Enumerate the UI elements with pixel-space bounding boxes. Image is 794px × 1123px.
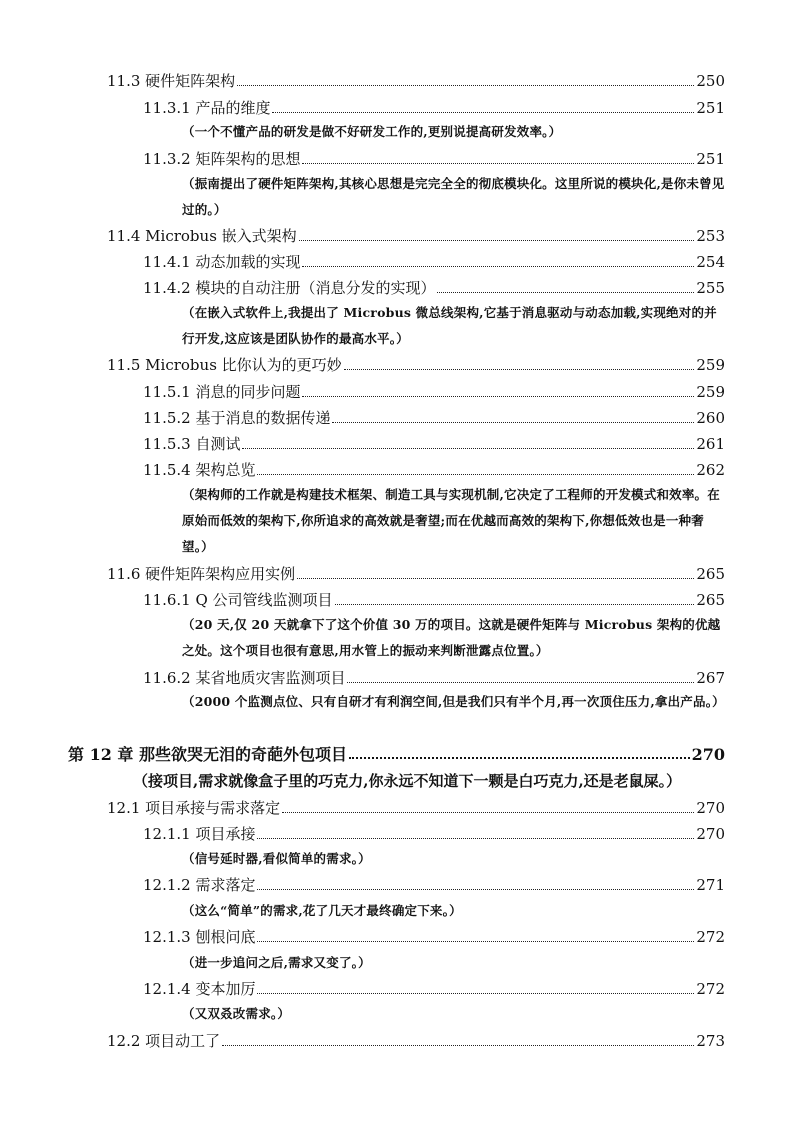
dot-leader bbox=[272, 111, 694, 113]
dot-leader bbox=[222, 1044, 694, 1046]
toc-entry-page: 273 bbox=[696, 1032, 725, 1050]
toc-note: （振南提出了硬件矩阵架构,其核心思想是完完全全的彻底模块化。这里所说的模块化,是你未曾见过的。） bbox=[182, 176, 725, 217]
toc-entry-title: 11.5.2 基于消息的数据传递 bbox=[143, 409, 331, 427]
toc-entry-11-6[interactable] bbox=[107, 566, 725, 583]
toc-entry-page: 254 bbox=[696, 253, 725, 271]
dot-leader bbox=[257, 888, 694, 890]
toc-entry-title: 11.6.1 Q 公司管线监测项目 bbox=[143, 591, 333, 609]
toc-entry-11-5-3[interactable] bbox=[143, 436, 725, 453]
toc-entry-title: 12.1.3 刨根问底 bbox=[143, 928, 256, 946]
toc-entry-page: 251 bbox=[696, 150, 725, 168]
dot-leader bbox=[257, 992, 694, 994]
toc-entry-12-1-3[interactable] bbox=[143, 929, 725, 946]
toc-note: （20 天,仅 20 天就拿下了这个价值 30 万的项目。这就是硬件矩阵与 Microbus 架构的优越之处。这个项目也很有意思,用水管上的振动来判断泄露点位置。） bbox=[182, 617, 721, 658]
toc-entry-title: 11.4.2 模块的自动注册（消息分发的实现） bbox=[143, 279, 436, 297]
toc-entry-title: 11.5.4 架构总览 bbox=[143, 461, 256, 479]
toc-entry-page: 262 bbox=[696, 461, 725, 479]
toc-entry-11-6-1[interactable] bbox=[143, 592, 725, 609]
toc-entry-11-3-2[interactable] bbox=[143, 151, 725, 168]
toc-entry-11-5[interactable] bbox=[107, 357, 725, 374]
toc-entry-title: 11.6.2 某省地质灾害监测项目 bbox=[143, 669, 346, 687]
toc-entry-page: 270 bbox=[691, 745, 725, 764]
toc-entry-11-4-1[interactable] bbox=[143, 254, 725, 271]
toc-entry-title: 12.1.2 需求落定 bbox=[143, 876, 256, 894]
toc-note: （一个不懂产品的研发是做不好研发工作的,更别说提高研发效率。） bbox=[182, 124, 562, 139]
dot-leader bbox=[332, 421, 694, 423]
toc-entry-title: 11.6 硬件矩阵架构应用实例 bbox=[107, 565, 296, 583]
dot-leader bbox=[237, 84, 694, 86]
toc-entry-title: 12.2 项目动工了 bbox=[107, 1032, 221, 1050]
dot-leader bbox=[282, 811, 694, 813]
toc-entry-11-5-1[interactable] bbox=[143, 384, 725, 401]
toc-entry-title: 11.3 硬件矩阵架构 bbox=[107, 72, 236, 90]
dot-leader bbox=[335, 603, 695, 605]
toc-entry-page: 271 bbox=[696, 876, 725, 894]
toc-entry-12-1-1[interactable] bbox=[143, 826, 725, 843]
toc-entry-title: 12.1 项目承接与需求落定 bbox=[107, 799, 281, 817]
dot-leader bbox=[257, 837, 694, 839]
dot-leader bbox=[297, 577, 694, 579]
dot-leader bbox=[344, 368, 695, 370]
toc-entry-11-6-2[interactable] bbox=[143, 670, 725, 687]
dot-leader bbox=[302, 265, 694, 267]
toc-note: （进一步追问之后,需求又变了。） bbox=[182, 955, 371, 970]
toc-entry-title: 11.5 Microbus 比你认为的更巧妙 bbox=[107, 356, 342, 374]
dot-leader bbox=[347, 681, 694, 683]
dot-leader bbox=[257, 940, 694, 942]
toc-entry-page: 270 bbox=[696, 799, 725, 817]
toc-entry-11-5-4[interactable] bbox=[143, 462, 725, 479]
toc-entry-title: 11.4.1 动态加载的实现 bbox=[143, 253, 301, 271]
toc-note: （信号延时器,看似简单的需求。） bbox=[182, 851, 371, 866]
dot-leader bbox=[437, 291, 694, 293]
toc-entry-page: 272 bbox=[696, 928, 725, 946]
toc-note: （在嵌入式软件上,我提出了 Microbus 微总线架构,它基于消息驱动与动态加载,实现绝对的并行开发,这应该是团队协作的最高水平。） bbox=[182, 305, 717, 346]
toc-entry-page: 260 bbox=[696, 409, 725, 427]
toc-note: （架构师的工作就是构建技术框架、制造工具与实现机制,它决定了工程师的开发模式和效率。在原始而低效的架构下,你所追求的高效就是奢望;而在优越而高效的架构下,你想低效也是一种奢望。） bbox=[182, 487, 720, 554]
toc-entry-title: 11.3.1 产品的维度 bbox=[143, 99, 271, 117]
toc-entry-12-1-4[interactable] bbox=[143, 981, 725, 998]
toc-entry-11-4-2[interactable] bbox=[143, 280, 725, 297]
toc-entry-page: 250 bbox=[696, 72, 725, 90]
toc-entry-page: 261 bbox=[696, 435, 725, 453]
toc-entry-page: 270 bbox=[696, 825, 725, 843]
toc-entry-title: 11.5.1 消息的同步问题 bbox=[143, 383, 301, 401]
toc-note: （这么“简单”的需求,花了几天才最终确定下来。） bbox=[182, 903, 462, 918]
toc-note: （又双叒改需求。） bbox=[182, 1006, 291, 1021]
toc-entry-12-1-2[interactable] bbox=[143, 877, 725, 894]
toc-entry-title: 12.1.1 项目承接 bbox=[143, 825, 256, 843]
toc-entry-title: 12.1.4 变本加厉 bbox=[143, 980, 256, 998]
toc-entry-11-3-1[interactable] bbox=[143, 100, 725, 117]
toc-entry-page: 267 bbox=[696, 669, 725, 687]
toc-entry-11-5-2[interactable] bbox=[143, 410, 725, 427]
dot-leader bbox=[349, 756, 690, 759]
dot-leader bbox=[242, 447, 694, 449]
dot-leader bbox=[257, 473, 694, 475]
dot-leader bbox=[302, 395, 694, 397]
toc-entry-page: 259 bbox=[696, 383, 725, 401]
toc-entry-title: 第 12 章 那些欲哭无泪的奇葩外包项目 bbox=[68, 745, 347, 764]
toc-entry-12-1[interactable] bbox=[107, 800, 725, 817]
toc-entry-page: 272 bbox=[696, 980, 725, 998]
toc-entry-page: 265 bbox=[696, 591, 725, 609]
toc-entry-page: 265 bbox=[696, 565, 725, 583]
toc-entry-11-4[interactable] bbox=[107, 228, 725, 245]
toc-entry-11-3[interactable] bbox=[107, 73, 725, 90]
toc-chapter-12[interactable] bbox=[68, 746, 725, 763]
toc-entry-title: 11.4 Microbus 嵌入式架构 bbox=[107, 227, 297, 245]
toc-entry-page: 259 bbox=[696, 356, 725, 374]
dot-leader bbox=[302, 162, 694, 164]
toc-entry-page: 255 bbox=[696, 279, 725, 297]
toc-note: （2000 个监测点位、只有自研才有利润空间,但是我们只有半个月,再一次顶住压力,拿出产品。） bbox=[182, 694, 725, 709]
dot-leader bbox=[299, 239, 695, 241]
toc-entry-title: 11.3.2 矩阵架构的思想 bbox=[143, 150, 301, 168]
toc-entry-12-2[interactable] bbox=[107, 1033, 725, 1050]
toc-entry-page: 253 bbox=[696, 227, 725, 245]
chapter-note: （接项目,需求就像盒子里的巧克力,你永远不知道下一颗是白巧克力,还是老鼠屎。） bbox=[133, 772, 682, 790]
toc-entry-page: 251 bbox=[696, 99, 725, 117]
toc-entry-title: 11.5.3 自测试 bbox=[143, 435, 241, 453]
